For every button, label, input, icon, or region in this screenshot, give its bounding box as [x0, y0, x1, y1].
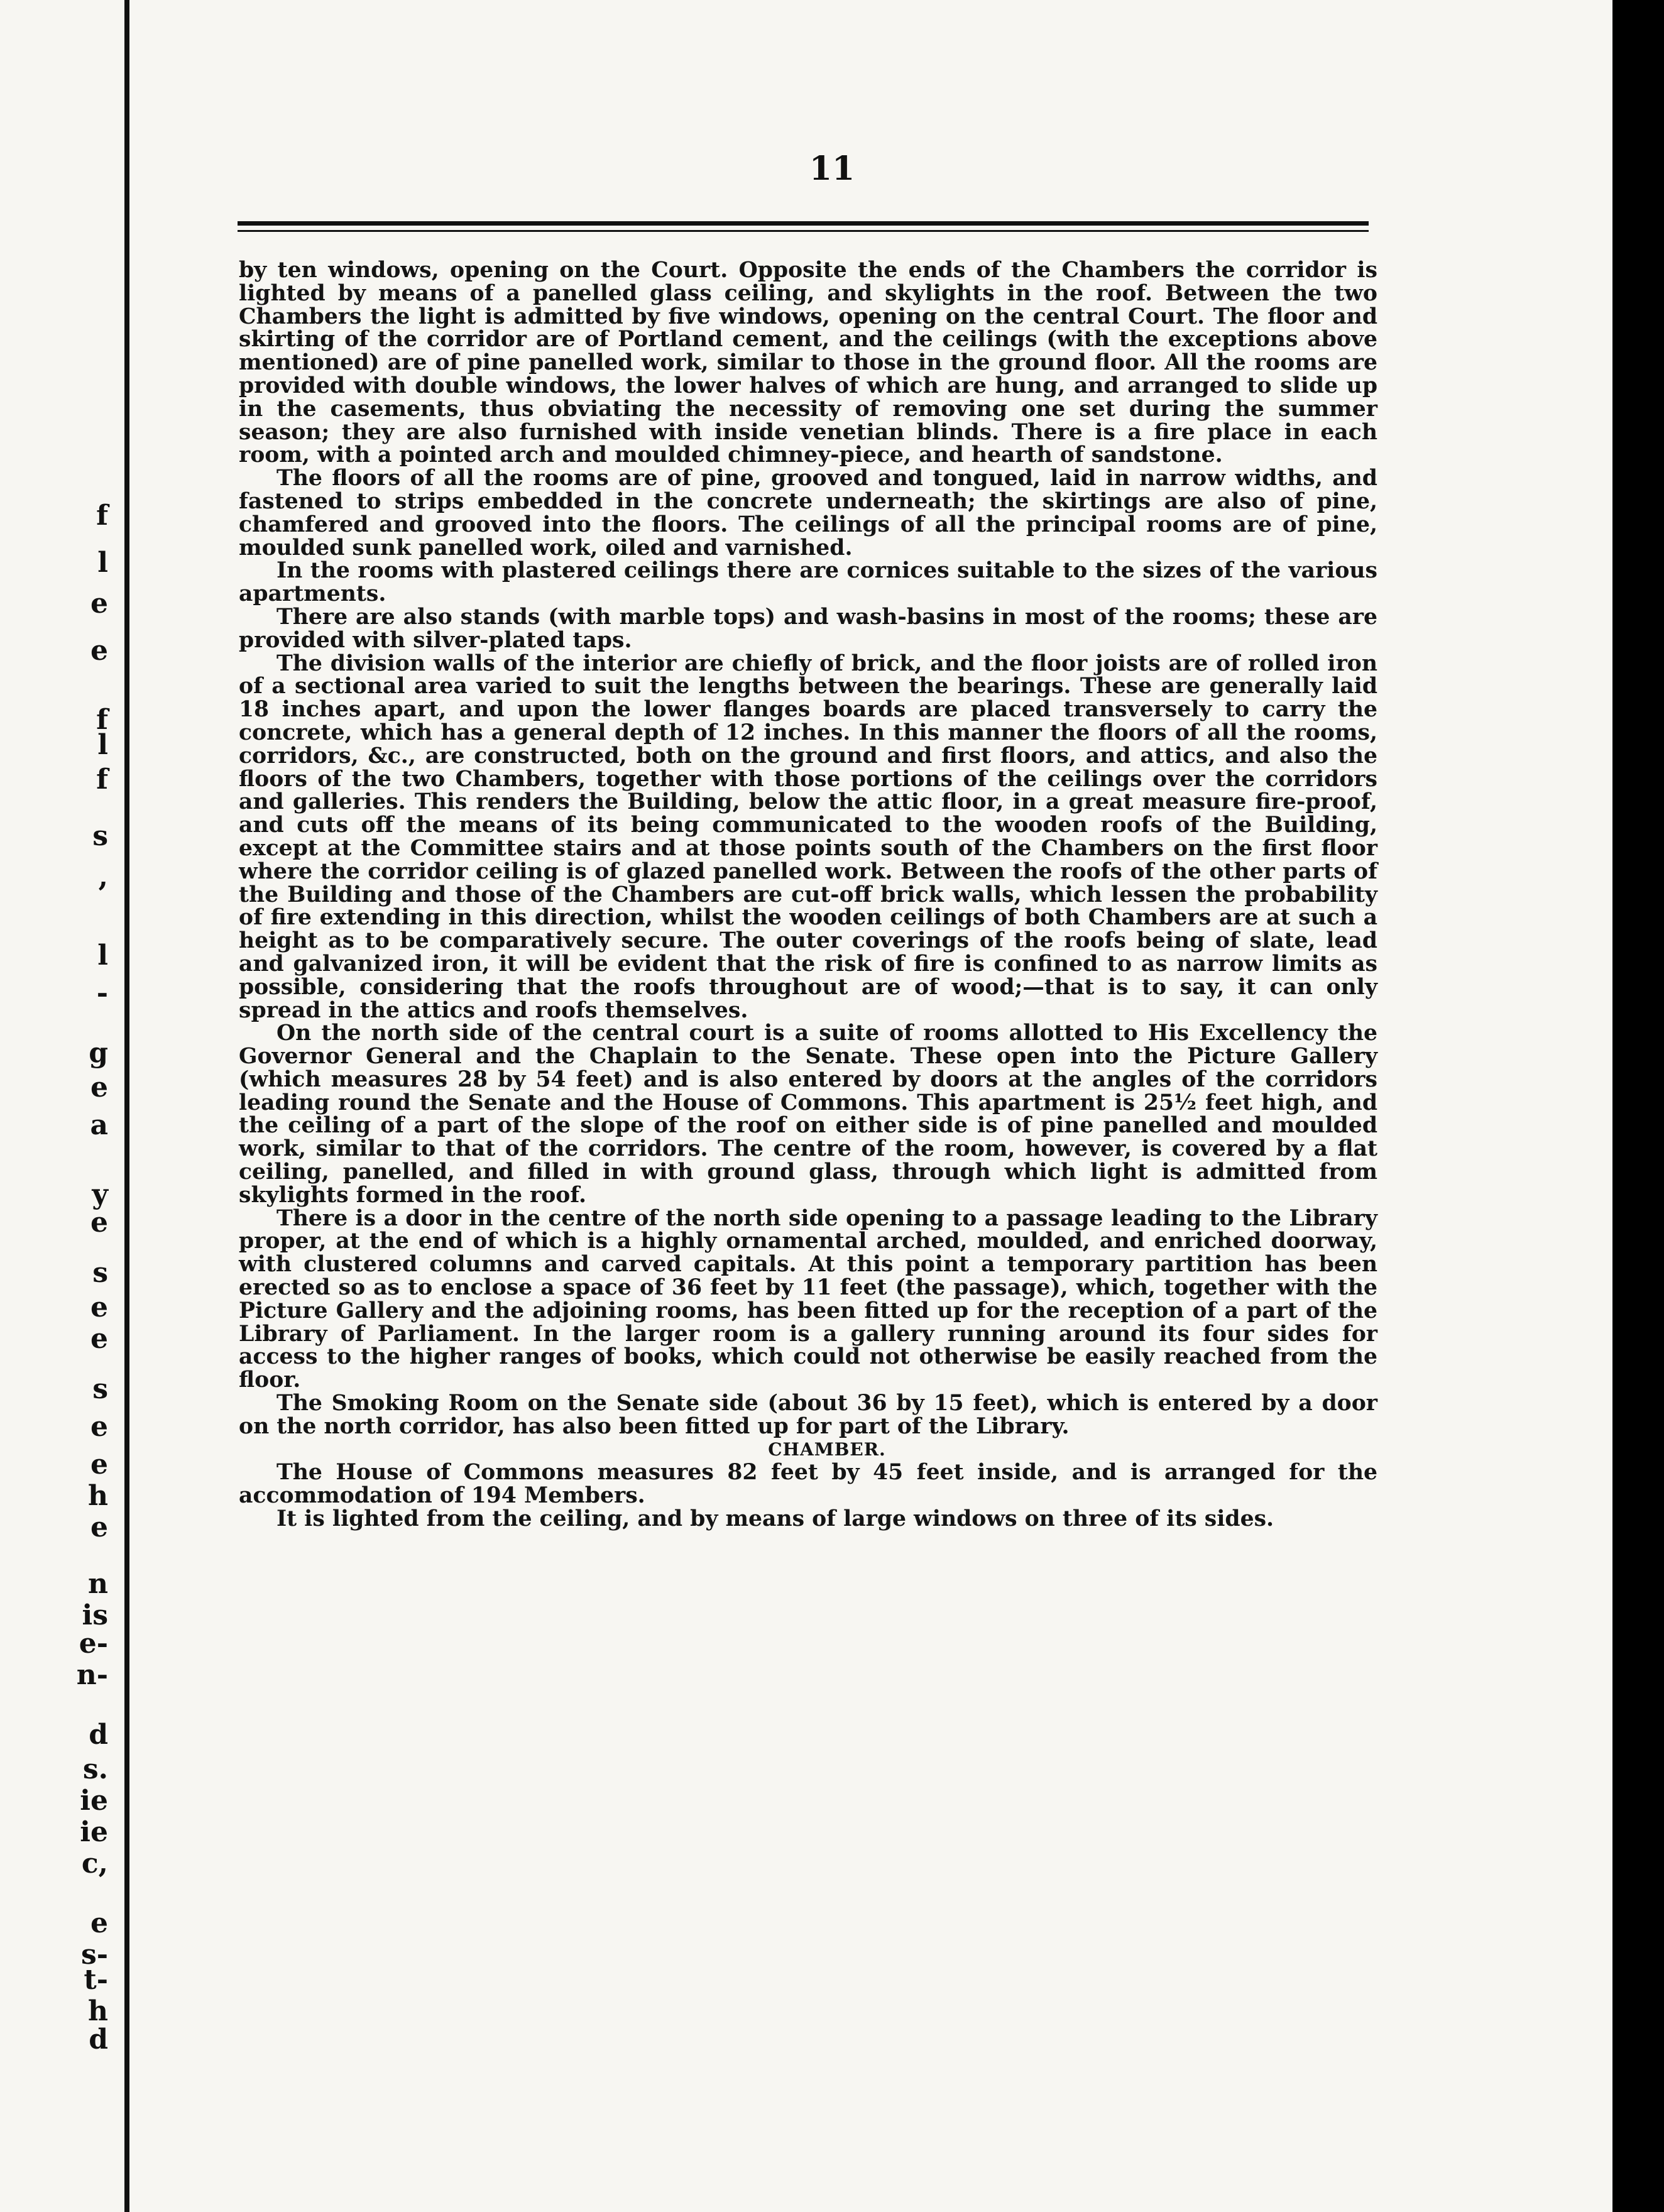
margin-letters — [0, 0, 126, 2212]
paragraph: The division walls of the interior are chiefly of brick, and the floor joists are of rolled iron of a sectional area varied to suit the lengths between the bearings. These are generally laid 18 inches apart, and upon the lower flanges boards are placed transversely to carry the concrete, which has a general depth of 12 inches. In this manner the floors of all the rooms, corridors, &c., are constructed, both on the ground and first floors, and attics, and also the floors of the two Chambers, together with those portions of the ceilings over the corridors and galleries. This renders the Building, below the attic floor, in a great measure fire-proof, and cuts off the means of its being communicated to the wooden roofs of the Building, except at the Committee stairs and at those points south of the Chambers on the first floor where the corridor ceiling is of glazed panelled work. Between the roofs of the other parts of the Building and those of the Chambers are cut-off brick walls, which lessen the probability of fire extending in this direction, whilst the wooden ceilings of both Chambers are at such a height as to be comparatively secure. The outer coverings of the roofs being of slate, lead and galvanized iron, it will be evident that the risk of fire is confined to as narrow limits as possible, considering that the roofs throughout are of wood;—that is to say, it can only spread in the attics and roofs themselves. — [239, 650, 1377, 1023]
previous-page-edge — [0, 0, 124, 2212]
margin-letter: h — [88, 1480, 108, 1512]
margin-letter: e — [90, 635, 108, 667]
paragraph: There is a door in the centre of the north side opening to a passage leading to the Library proper, at the end of which is a highly ornamental arched, moulded, and enriched doorway, with clustered columns and carved capitals. At this point a temporary partition has been erected so as to enclose a space of 36 feet by 11 feet (the passage), which, together with the Picture Gallery and the adjoining rooms, has been fitted up for the reception of a part of the Library of Parliament. In the larger room is a gallery running around its four sides for access to the higher ranges of books, which could not otherwise be easily reached from the floor. — [239, 1205, 1377, 1393]
margin-letter: e — [90, 1291, 108, 1323]
margin-letter: d — [89, 2023, 108, 2056]
margin-letter: f — [96, 704, 108, 736]
paragraph: It is lighted from the ceiling, and by means of large windows on three of its sides. — [276, 1506, 1274, 1532]
margin-letter: e — [90, 1411, 108, 1443]
margin-letter: d — [89, 1719, 108, 1751]
margin-letter: e — [90, 1071, 108, 1103]
margin-letter: e — [90, 1907, 108, 1939]
margin-letter: t- — [84, 1964, 108, 1996]
header-rule — [238, 221, 1369, 226]
margin-letter: , — [98, 861, 108, 893]
margin-letter: e — [90, 1207, 108, 1239]
margin-letter: a — [90, 1109, 108, 1141]
paragraph: On the north side of the central court is a suite of rooms allotted to His Excellency the Governor General and the Chaplain to the Senate. These open into the Picture Gallery (which measures 28 by 54 feet) and is also entered by doors at the angles of the corridors leading round the Senate and the House of Commons. This apartment is 25½ feet high, and the ceiling of a part of the slope of the roof on either side is of pine panelled and moulded work, similar to that of the corridors. The centre of the room, however, is covered by a flat ceiling, panelled, and filled in with ground glass, through which light is admitted from skylights formed in the roof. — [239, 1021, 1377, 1208]
right-border — [1612, 0, 1664, 2212]
margin-letter: n — [88, 1568, 108, 1600]
paragraph: The floors of all the rooms are of pine, grooved and tongued, laid in narrow widths, and fastened to strips embedded in the concrete underneath; the skirtings are also of pine, chamfered and grooved into the floors. The ceilings of all the principal rooms are of pine, moulded sunk panelled work, oiled and varnished. — [239, 466, 1377, 561]
paragraph: The House of Commons measures 82 feet by 45 feet inside, and is arranged for the accommodation of 194 Members. — [239, 1460, 1377, 1509]
binding-shadow — [124, 0, 129, 2212]
margin-letter: ie — [80, 1816, 108, 1848]
margin-letter: e — [90, 1511, 108, 1543]
margin-letter: f — [96, 500, 108, 532]
margin-letter: s- — [80, 1939, 108, 1971]
margin-letter: e — [90, 588, 108, 620]
margin-letter: l — [97, 939, 108, 972]
margin-letter: e- — [79, 1628, 108, 1660]
paragraph: There are also stands (with marble tops) and wash-basins in most of the rooms; these are provided with silver-plated taps. — [239, 604, 1377, 653]
margin-letter: g — [89, 1037, 108, 1069]
margin-letter: s. — [82, 1753, 108, 1785]
margin-letter: e — [90, 1323, 108, 1355]
section-heading: CHAMBER. — [768, 1438, 886, 1460]
paragraph: The Smoking Room on the Senate side (about 36 by 15 feet), which is entered by a door on the north corridor, has also been fitted up for part of the Library. — [239, 1391, 1377, 1439]
margin-letter: s — [92, 1373, 108, 1405]
margin-letter: y — [92, 1178, 108, 1210]
margin-letter: n- — [76, 1659, 108, 1691]
margin-letter: l — [97, 547, 108, 579]
margin-letter: f — [96, 764, 108, 796]
margin-letter: s — [92, 820, 108, 852]
body-text — [239, 259, 1377, 1531]
margin-letter: ie — [80, 1785, 108, 1817]
paragraph: In the rooms with plastered ceilings there are cornices suitable to the sizes of the various apartments. — [239, 558, 1377, 607]
margin-letter: h — [88, 1995, 108, 2027]
header-rule-thin — [238, 230, 1369, 232]
margin-letter: - — [96, 977, 108, 1009]
paragraph: by ten windows, opening on the Court. Opposite the ends of the Chambers the corridor is lighted by means of a panelled glass ceiling, and skylights in the roof. Between the two Chambers the light is admitted by five windows, opening on the central Court. The floor and skirting of the corridor are of Portland cement, and the ceilings (with the exceptions above mentioned) are of pine panelled work, similar to those in the ground floor. All the rooms are provided with double windows, the lower halves of which are hung, and arranged to slide up in the casements, thus obviating the necessity of removing one set during the summer season; they are also furnished with inside venetian blinds. There is a fire place in each room, with a pointed arch and moulded chimney-piece, and hearth of sandstone. — [239, 258, 1377, 468]
page-number: 11 — [809, 150, 855, 188]
margin-letter: e — [90, 1448, 108, 1481]
margin-letter: c, — [81, 1848, 108, 1880]
margin-letter: l — [97, 729, 108, 761]
margin-letter: s — [92, 1257, 108, 1289]
margin-letter: is — [82, 1599, 108, 1631]
